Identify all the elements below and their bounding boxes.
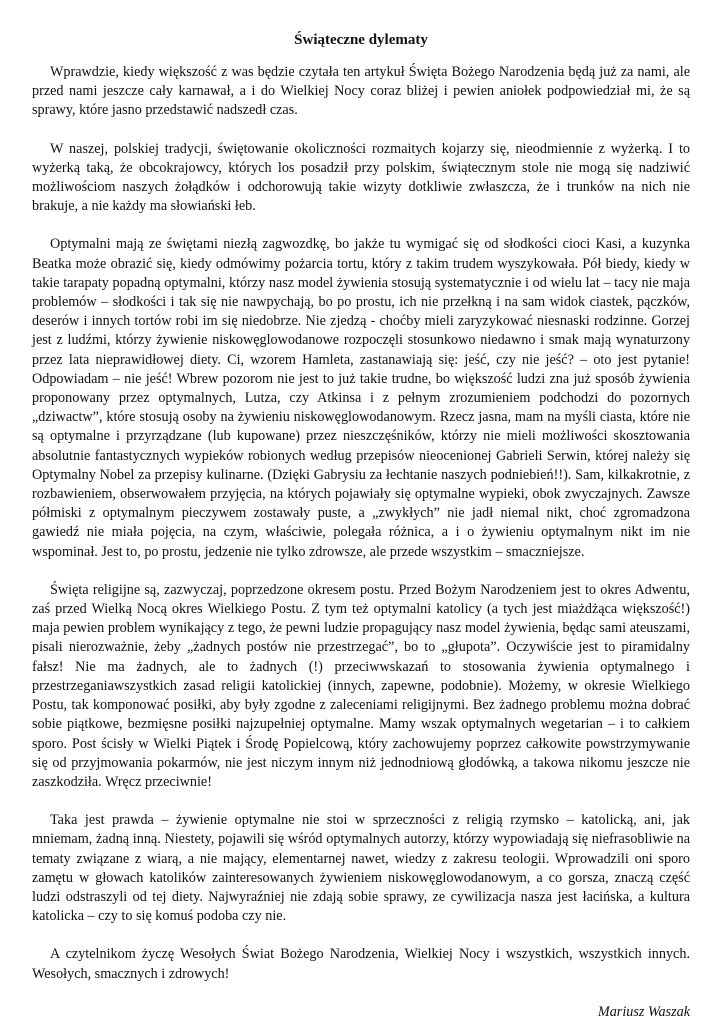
article-paragraph-fasting: Święta religijne są, zazwyczaj, poprzedzone okresem postu. Przed Bożym Narodzeniem jest to okres Adwentu, zaś przed Wielką Nocą okres Wielkiego Postu. Z tym też optymalni katolicy (a tych jest miażdżąca większość!) maja pewien problem wynikający z tego, że pewni ludzie propagujący nasz model żywienia, będąc sami ateuszami, pisali nierozważnie, żeby „żadnych postów nie przestrzegać”, bo to „głupota”. Oczywiście jest to piramidalny fałsz! Nie ma żadnych, ale to żadnych (!) przeciwwskazań to stosowania żywienia optymalnego i przestrzeganiawszystkich zasad religii katolickiej (innych, zapewne, podobnie). Możemy, w okresie Wielkiego Postu, tak komponować posiłki, aby były zgodne z zaleceniami religijnymi. Bez żadnego problemu można dobrać sobie piątkowe, bezmięsne posiłki najzupełniej optymalne. Mamy wszak optymalnych wegetarian – i to całkiem sporo. Post ścisły w Wielki Piątek i Środę Popielcową, który zachowujemy poprzez całkowite powstrzymywanie się od przyjmowania pokarmów, nie jest niczym innym niż jednodniową głodówką, a takowa nikomu jeszcze nie zaszkodziła. Wręcz przeciwnie! [32,581,690,790]
article-paragraph-intro: Wprawdzie, kiedy większość z was będzie czytała ten artykuł Święta Bożego Narodzenia będą już za nami, ale przed nami jeszcze cały karnawał, a i do Wielkiej Nocy coraz bliżej i pewien aniołek podpowiedział mi, że są sprawy, które jasno przedstawić nadszedł czas. [32,64,690,119]
article-paragraph-wishes: A czytelnikom życzę Wesołych Świat Bożego Narodzenia, Wielkiej Nocy i wszystkich, wszystkich innych. Wesołych, smacznych i zdrowych! [32,946,690,982]
article-paragraph-tradition: W naszej, polskiej tradycji, świętowanie okoliczności rozmaitych kojarzy się, nieodmiennie z wyżerką. I to wyżerką taką, że obcokrajowcy, których los posadził przy polskim, świątecznym stole nie mogą się nadziwić możliwościom naszych żołądków i odchorowują takie wizyty dotkliwie zwłaszcza, że i trunków na nich nie brakuje, a nie każdy ma słowiański łeb. [32,140,690,215]
author-signature: Mariusz Waszak [597,1003,690,1020]
article-title: Świąteczne dylematy [294,32,428,48]
article-page [32,30,690,1022]
article-paragraph-optimal-sweets: Optymalni mają ze świętami niezłą zagwozdkę, bo jakże tu wymigać się od słodkości cioci Kasi, a kuzynka Beatka może obrazić się, kiedy odmówimy pożarcia tortu, który z takim trudem wyszykowała. Pół biedy, kiedy w takie tarapaty popadną optymalni, którzy nasz model żywienia stosują systematycznie i od wielu lat – tacy nie maja problemów – słodkości i tak się nie nawpychają, bo po prostu, ich nie przełkną i na sam widok ciastek, pączków, deserów i innych tortów robi im się niedobrze. Nie zjedzą - choćby mieli zaryzykować niesnaski rodzinne. Gorzej jest z ludźmi, którzy żywienie niskowęglowodanowe rozpoczęli stosunkowo niedawno i smak mają wynaturzony przez lata nieprawidłowej diety. Ci, wzorem Hamleta, zastanawiają się: jeść, czy nie jeść? – oto jest pytanie! Odpowiadam – nie jeść! Wbrew pozorom nie jest to już takie trudne, bo większość ludzi zna już sposób żywienia proponowany przez optymalnych, Lutza, czy Atkinsa i z pełnym zrozumieniem podchodzi do pozornych „dziwactw”, które stosują osoby na żywieniu niskowęglowodanowym. Rzecz jasna, mam na myśli ciasta, które nie są optymalne i przyrządzane (lub kupowane) przez nieszczęśników, którzy nie mieli możliwości skosztowania absolutnie fantastycznych wypieków robionych według przepisów nieocenionej Gabrieli Serwin, której należy się Optymalny Nobel za przepisy kulinarne. (Dzięki Gabrysiu za łechtanie naszych podniebień!!). Sam, kilkakrotnie, z rozbawieniem, obserwowałem przyjęcia, na których pojawiały się optymalne wypieki, obok zwyczajnych. Zawsze półmiski z optymalnym pieczywem zostawały puste, a „zwykłych” nie jadł niemal nikt, choć zgromadzona gawiedź nie miała pojęcia, na czym, właściwie, polegała różnica, a i o żywieniu optymalnym nikt im nie wspominał. Jest to, po prostu, jedzenie nie tylko zdrowsze, ale przede wszystkim – smaczniejsze. [32,236,690,560]
article-paragraph-religion: Taka jest prawda – żywienie optymalne nie stoi w sprzeczności z religią rzymsko – katolicką, ani, jak mniemam, żadną inną. Niestety, pojawili się wśród optymalnych autorzy, którzy wypowiadają się niefrasobliwie na tematy związane z wiarą, a nie mający, elementarnej nawet, wiedzy z zakresu teologii. Wprowadzili oni sporo zamętu w głowach katolików zainteresowanych żywieniem niskowęglowodanowym, a co gorsza, znaczą część ludzi odstraszyli od tej diety. Najwyraźniej nie zdają sobie sprawy, ze cywilizacja nasza jest łacińska, a kultura katolicka – czy to się komuś podoba czy nie. [32,812,690,925]
